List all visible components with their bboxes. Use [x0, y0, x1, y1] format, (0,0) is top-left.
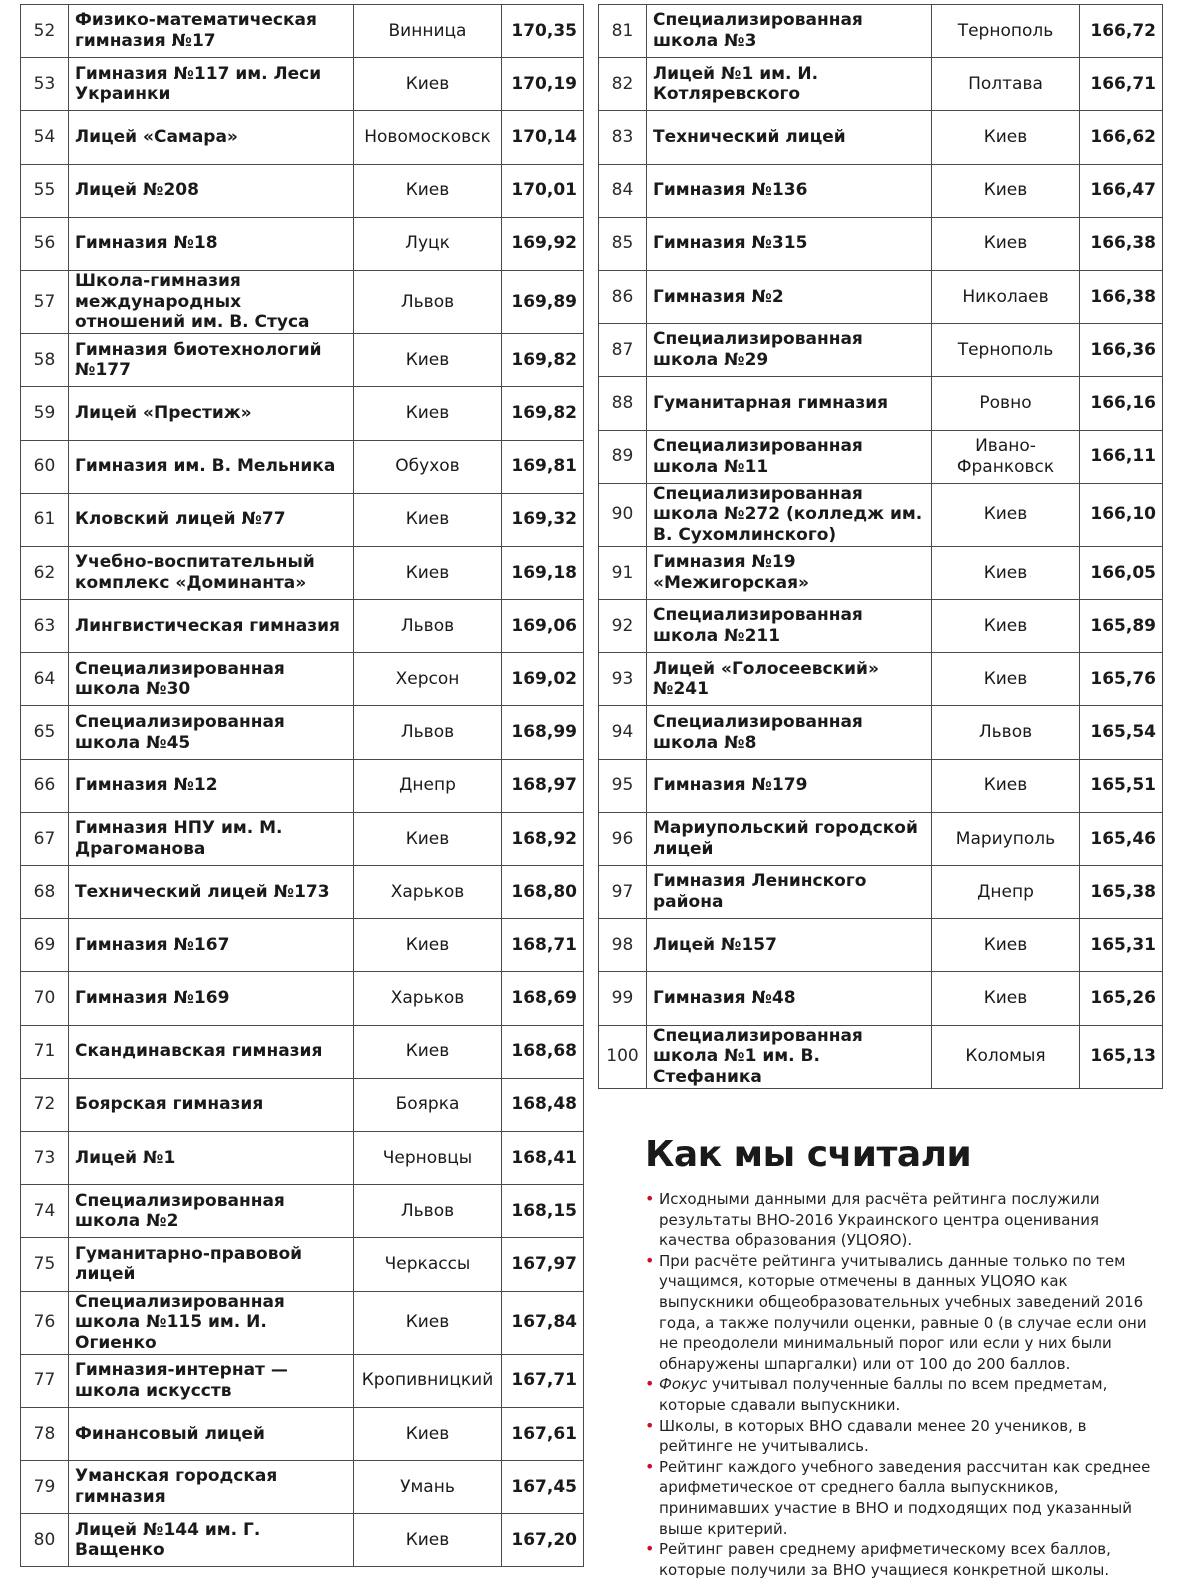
city-cell: Киев — [932, 972, 1080, 1025]
city-cell: Киев — [354, 1025, 502, 1078]
table-row — [599, 483, 1163, 546]
table-row — [21, 493, 584, 546]
rank-cell: 97 — [599, 866, 647, 919]
school-name-cell: Гимназия №18 — [69, 217, 354, 270]
score-cell: 168,99 — [502, 706, 584, 759]
school-name-cell: Гимназия биотехнологий №177 — [69, 334, 354, 387]
city-cell: Днепр — [354, 759, 502, 812]
city-cell: Львов — [354, 1185, 502, 1238]
city-cell: Николаев — [932, 270, 1080, 323]
school-name-cell: Гуманитарно-правовой лицей — [69, 1238, 354, 1291]
city-cell: Львов — [354, 706, 502, 759]
rank-cell: 100 — [599, 1025, 647, 1088]
city-cell: Тернополь — [932, 5, 1080, 58]
methodology-point: • Исходными данными для расчёта рейтинга послужили результаты ВНО-2016 Украинского центра оценивания качества образования (УЦОЯО). — [645, 1189, 1165, 1251]
table-row — [599, 324, 1163, 377]
city-cell: Киев — [932, 600, 1080, 653]
score-cell: 166,38 — [1080, 270, 1163, 323]
school-name-cell: Специализированная школа №211 — [647, 600, 932, 653]
table-row — [599, 1025, 1163, 1088]
score-cell: 170,01 — [502, 164, 584, 217]
school-name-cell: Уманская городская гимназия — [69, 1461, 354, 1514]
rank-cell: 68 — [21, 866, 69, 919]
methodology-list — [645, 1189, 1165, 1580]
table-row — [599, 217, 1163, 270]
table-row — [21, 164, 584, 217]
rank-cell: 55 — [21, 164, 69, 217]
city-cell: Ивано-Франковск — [932, 430, 1080, 483]
table-row — [21, 1514, 584, 1567]
school-name-cell: Специализированная школа №8 — [647, 706, 932, 759]
rank-cell: 80 — [21, 1514, 69, 1567]
school-name-cell: Специализированная школа №272 (колледж им. В. Сухомлинского) — [647, 483, 932, 546]
city-cell: Черновцы — [354, 1131, 502, 1184]
city-cell: Коломыя — [932, 1025, 1080, 1088]
school-name-cell: Гимназия №48 — [647, 972, 932, 1025]
table-row — [21, 217, 584, 270]
score-cell: 166,16 — [1080, 377, 1163, 430]
table-row — [21, 5, 584, 58]
city-cell: Киев — [354, 58, 502, 111]
rank-cell: 64 — [21, 653, 69, 706]
city-cell: Черкассы — [354, 1238, 502, 1291]
score-cell: 170,35 — [502, 5, 584, 58]
score-cell: 168,68 — [502, 1025, 584, 1078]
score-cell: 167,97 — [502, 1238, 584, 1291]
methodology-point: • Рейтинг равен среднему арифметическому всех баллов, которые получили за ВНО учащиеся конкретной школы. — [645, 1539, 1165, 1580]
rank-cell: 96 — [599, 812, 647, 865]
rank-cell: 73 — [21, 1131, 69, 1184]
school-name-cell: Лицей №1 — [69, 1131, 354, 1184]
rank-cell: 91 — [599, 546, 647, 599]
table-row — [599, 111, 1163, 164]
table-row — [599, 164, 1163, 217]
table-row — [599, 759, 1163, 812]
table-row — [599, 377, 1163, 430]
table-row — [599, 653, 1163, 706]
school-name-cell: Гимназия Ленинского района — [647, 866, 932, 919]
table-row — [21, 972, 584, 1025]
score-cell: 166,36 — [1080, 324, 1163, 377]
score-cell: 170,19 — [502, 58, 584, 111]
rank-cell: 86 — [599, 270, 647, 323]
city-cell: Обухов — [354, 440, 502, 493]
city-cell: Ровно — [932, 377, 1080, 430]
rating-table-right-body — [599, 5, 1163, 1089]
city-cell: Львов — [932, 706, 1080, 759]
score-cell: 169,89 — [502, 270, 584, 333]
methodology-point-rest: учитывал полученные баллы по всем предметам, которые сдавали выпускники. — [659, 1375, 1108, 1414]
table-row — [599, 600, 1163, 653]
city-cell: Киев — [932, 653, 1080, 706]
rank-cell: 54 — [21, 111, 69, 164]
score-cell: 168,69 — [502, 972, 584, 1025]
school-name-cell: Гимназия №12 — [69, 759, 354, 812]
school-name-cell: Школа-гимназия международных отношений им. В. Стуса — [69, 270, 354, 333]
city-cell: Киев — [354, 387, 502, 440]
score-cell: 166,47 — [1080, 164, 1163, 217]
school-name-cell: Учебно-воспитательный комплекс «Доминанта» — [69, 546, 354, 599]
methodology-point: • Школы, в которых ВНО сдавали менее 20 учеников, в рейтинге не учитывались. — [645, 1416, 1165, 1457]
table-row — [21, 653, 584, 706]
city-cell: Киев — [354, 919, 502, 972]
rank-cell: 83 — [599, 111, 647, 164]
school-name-cell: Гимназия №179 — [647, 759, 932, 812]
table-row — [599, 58, 1163, 111]
school-name-cell: Гимназия №315 — [647, 217, 932, 270]
table-row — [21, 1025, 584, 1078]
table-row — [21, 866, 584, 919]
city-cell: Киев — [354, 164, 502, 217]
table-row — [21, 812, 584, 865]
city-cell: Киев — [932, 759, 1080, 812]
table-row — [599, 706, 1163, 759]
score-cell: 169,32 — [502, 493, 584, 546]
city-cell: Днепр — [932, 866, 1080, 919]
school-name-cell: Финансовый лицей — [69, 1407, 354, 1460]
table-row — [599, 866, 1163, 919]
rank-cell: 89 — [599, 430, 647, 483]
score-cell: 168,92 — [502, 812, 584, 865]
table-row — [599, 270, 1163, 323]
city-cell: Винница — [354, 5, 502, 58]
school-name-cell: Специализированная школа №29 — [647, 324, 932, 377]
school-name-cell: Боярская гимназия — [69, 1078, 354, 1131]
rank-cell: 94 — [599, 706, 647, 759]
city-cell: Киев — [932, 483, 1080, 546]
table-row — [21, 440, 584, 493]
rank-cell: 76 — [21, 1291, 69, 1354]
rank-cell: 78 — [21, 1407, 69, 1460]
score-cell: 168,71 — [502, 919, 584, 972]
school-name-cell: Физико-математическая гимназия №17 — [69, 5, 354, 58]
city-cell: Новомосковск — [354, 111, 502, 164]
city-cell: Харьков — [354, 866, 502, 919]
rank-cell: 63 — [21, 600, 69, 653]
school-name-cell: Кловский лицей №77 — [69, 493, 354, 546]
school-name-cell: Гимназия им. В. Мельника — [69, 440, 354, 493]
score-cell: 166,72 — [1080, 5, 1163, 58]
table-row — [21, 270, 584, 333]
score-cell: 166,62 — [1080, 111, 1163, 164]
city-cell: Киев — [354, 1514, 502, 1567]
table-row — [21, 387, 584, 440]
rank-cell: 53 — [21, 58, 69, 111]
methodology-section — [645, 1134, 1165, 1580]
methodology-point — [645, 1374, 1165, 1415]
score-cell: 167,61 — [502, 1407, 584, 1460]
score-cell: 169,92 — [502, 217, 584, 270]
table-row — [599, 546, 1163, 599]
school-name-cell: Технический лицей — [647, 111, 932, 164]
school-name-cell: Специализированная школа №30 — [69, 653, 354, 706]
table-row — [21, 1078, 584, 1131]
score-cell: 168,41 — [502, 1131, 584, 1184]
table-row — [21, 546, 584, 599]
city-cell: Киев — [354, 334, 502, 387]
score-cell: 169,82 — [502, 387, 584, 440]
score-cell: 166,11 — [1080, 430, 1163, 483]
city-cell: Киев — [354, 1407, 502, 1460]
school-name-cell: Специализированная школа №11 — [647, 430, 932, 483]
school-name-cell: Лицей «Самара» — [69, 111, 354, 164]
table-row — [599, 919, 1163, 972]
table-row — [21, 1238, 584, 1291]
rank-cell: 82 — [599, 58, 647, 111]
city-cell: Харьков — [354, 972, 502, 1025]
rank-cell: 56 — [21, 217, 69, 270]
school-name-cell: Лицей «Престиж» — [69, 387, 354, 440]
rank-cell: 57 — [21, 270, 69, 333]
city-cell: Тернополь — [932, 324, 1080, 377]
table-row — [21, 1131, 584, 1184]
table-row — [21, 1354, 584, 1407]
rank-cell: 87 — [599, 324, 647, 377]
table-row — [599, 430, 1163, 483]
rank-cell: 85 — [599, 217, 647, 270]
school-name-cell: Гимназия №117 им. Леси Украинки — [69, 58, 354, 111]
city-cell: Киев — [932, 164, 1080, 217]
school-name-cell: Скандинавская гимназия — [69, 1025, 354, 1078]
methodology-point: • При расчёте рейтинга учитывались данные только по тем учащимся, которые отмечены в данных УЦОЯО как выпускники общеобразовательных учебных заведений 2016 года, а также получили оценки, равные 0 (в случае если они не преодолели минимальный порог или если у них были обнаружены шпаргалки) или от 100 до 200 баллов. — [645, 1251, 1165, 1375]
city-cell: Киев — [932, 919, 1080, 972]
city-cell: Киев — [354, 546, 502, 599]
score-cell: 166,71 — [1080, 58, 1163, 111]
rank-cell: 77 — [21, 1354, 69, 1407]
city-cell: Львов — [354, 270, 502, 333]
city-cell: Полтава — [932, 58, 1080, 111]
score-cell: 167,84 — [502, 1291, 584, 1354]
school-name-cell: Лицей №1 им. И. Котляревского — [647, 58, 932, 111]
score-cell: 165,31 — [1080, 919, 1163, 972]
score-cell: 165,76 — [1080, 653, 1163, 706]
score-cell: 166,05 — [1080, 546, 1163, 599]
city-cell: Кропивницкий — [354, 1354, 502, 1407]
school-name-cell: Лингвистическая гимназия — [69, 600, 354, 653]
rank-cell: 62 — [21, 546, 69, 599]
school-name-cell: Лицей №208 — [69, 164, 354, 217]
city-cell: Киев — [354, 1291, 502, 1354]
rank-cell: 69 — [21, 919, 69, 972]
rank-cell: 93 — [599, 653, 647, 706]
school-name-cell: Гимназия №19 «Межигорская» — [647, 546, 932, 599]
school-name-cell: Мариупольский городской лицей — [647, 812, 932, 865]
rank-cell: 65 — [21, 706, 69, 759]
score-cell: 169,02 — [502, 653, 584, 706]
city-cell: Киев — [354, 493, 502, 546]
score-cell: 167,71 — [502, 1354, 584, 1407]
rating-table-right — [598, 4, 1163, 1089]
school-name-cell: Гимназия-интернат — школа искусств — [69, 1354, 354, 1407]
city-cell: Боярка — [354, 1078, 502, 1131]
table-row — [21, 1407, 584, 1460]
rank-cell: 71 — [21, 1025, 69, 1078]
score-cell: 169,82 — [502, 334, 584, 387]
table-row — [21, 111, 584, 164]
rank-cell: 70 — [21, 972, 69, 1025]
school-name-cell: Специализированная школа №3 — [647, 5, 932, 58]
table-row — [21, 759, 584, 812]
school-name-cell: Специализированная школа №115 им. И. Огиенко — [69, 1291, 354, 1354]
rank-cell: 79 — [21, 1461, 69, 1514]
rank-cell: 72 — [21, 1078, 69, 1131]
methodology-title: Как мы считали — [645, 1134, 972, 1175]
score-cell: 165,51 — [1080, 759, 1163, 812]
score-cell: 165,46 — [1080, 812, 1163, 865]
score-cell: 168,48 — [502, 1078, 584, 1131]
score-cell: 166,38 — [1080, 217, 1163, 270]
city-cell: Киев — [354, 812, 502, 865]
score-cell: 168,15 — [502, 1185, 584, 1238]
score-cell: 167,20 — [502, 1514, 584, 1567]
table-row — [21, 919, 584, 972]
table-row — [21, 1461, 584, 1514]
rank-cell: 66 — [21, 759, 69, 812]
city-cell: Киев — [932, 111, 1080, 164]
rank-cell: 52 — [21, 5, 69, 58]
rank-cell: 99 — [599, 972, 647, 1025]
rank-cell: 60 — [21, 440, 69, 493]
rank-cell: 59 — [21, 387, 69, 440]
rank-cell: 95 — [599, 759, 647, 812]
score-cell: 169,18 — [502, 546, 584, 599]
rank-cell: 92 — [599, 600, 647, 653]
city-cell: Мариуполь — [932, 812, 1080, 865]
score-cell: 170,14 — [502, 111, 584, 164]
rank-cell: 84 — [599, 164, 647, 217]
school-name-cell: Гуманитарная гимназия — [647, 377, 932, 430]
score-cell: 165,38 — [1080, 866, 1163, 919]
city-cell: Киев — [932, 546, 1080, 599]
city-cell: Львов — [354, 600, 502, 653]
school-name-cell: Гимназия №136 — [647, 164, 932, 217]
table-row — [599, 812, 1163, 865]
table-row — [599, 972, 1163, 1025]
rank-cell: 61 — [21, 493, 69, 546]
table-row — [21, 600, 584, 653]
rank-cell: 90 — [599, 483, 647, 546]
rank-cell: 88 — [599, 377, 647, 430]
score-cell: 165,89 — [1080, 600, 1163, 653]
school-name-cell: Лицей №144 им. Г. Ващенко — [69, 1514, 354, 1567]
school-name-cell: Гимназия №167 — [69, 919, 354, 972]
score-cell: 166,10 — [1080, 483, 1163, 546]
rank-cell: 75 — [21, 1238, 69, 1291]
school-name-cell: Специализированная школа №1 им. В. Стефаника — [647, 1025, 932, 1088]
score-cell: 167,45 — [502, 1461, 584, 1514]
score-cell: 169,81 — [502, 440, 584, 493]
school-name-cell: Гимназия №2 — [647, 270, 932, 323]
score-cell: 168,80 — [502, 866, 584, 919]
school-name-cell: Специализированная школа №45 — [69, 706, 354, 759]
table-row — [21, 1185, 584, 1238]
rank-cell: 74 — [21, 1185, 69, 1238]
school-name-cell: Специализированная школа №2 — [69, 1185, 354, 1238]
rank-cell: 98 — [599, 919, 647, 972]
score-cell: 165,13 — [1080, 1025, 1163, 1088]
city-cell: Умань — [354, 1461, 502, 1514]
school-name-cell: Лицей №157 — [647, 919, 932, 972]
rank-cell: 67 — [21, 812, 69, 865]
school-name-cell: Гимназия №169 — [69, 972, 354, 1025]
score-cell: 165,54 — [1080, 706, 1163, 759]
focus-word: Фокус — [659, 1375, 708, 1394]
school-name-cell: Лицей «Голосеевский» №241 — [647, 653, 932, 706]
school-name-cell: Технический лицей №173 — [69, 866, 354, 919]
rating-table-left — [20, 4, 584, 1567]
city-cell: Киев — [932, 217, 1080, 270]
rank-cell: 81 — [599, 5, 647, 58]
table-row — [21, 58, 584, 111]
methodology-point: • Рейтинг каждого учебного заведения рассчитан как среднее арифметическое от среднего балла выпускников, принимавших участие в ВНО и подходящих под указанный выше критерий. — [645, 1457, 1165, 1539]
score-cell: 165,26 — [1080, 972, 1163, 1025]
table-row — [21, 1291, 584, 1354]
rank-cell: 58 — [21, 334, 69, 387]
score-cell: 168,97 — [502, 759, 584, 812]
table-row — [21, 334, 584, 387]
score-cell: 169,06 — [502, 600, 584, 653]
city-cell: Херсон — [354, 653, 502, 706]
table-row — [599, 5, 1163, 58]
table-row — [21, 706, 584, 759]
school-name-cell: Гимназия НПУ им. М. Драгоманова — [69, 812, 354, 865]
rating-table-left-body — [21, 5, 584, 1567]
city-cell: Луцк — [354, 217, 502, 270]
